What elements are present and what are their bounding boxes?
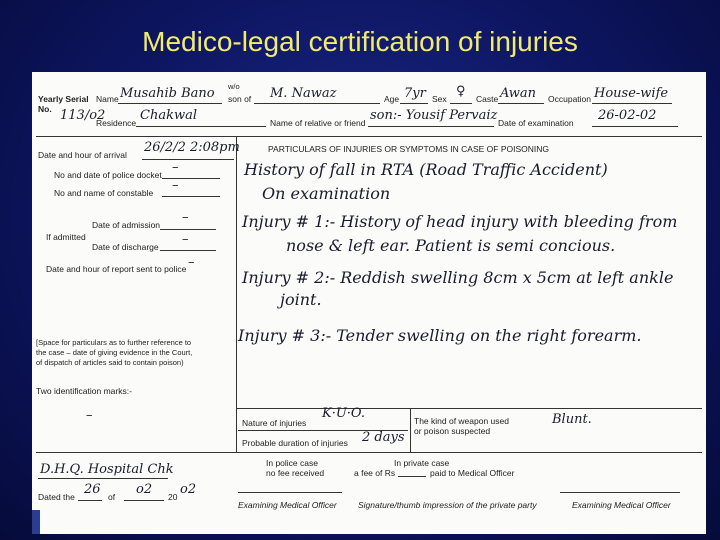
injury-2-line-2: joint.	[280, 290, 322, 309]
wo-mark: w/o	[228, 82, 240, 91]
label-name: Name	[96, 94, 119, 104]
label-police-docket: No and date of police docket	[54, 170, 162, 180]
age-line	[400, 103, 428, 104]
label-date-admission: Date of admission	[92, 220, 161, 230]
label-arrival: Date and hour of arrival	[38, 150, 127, 160]
corner-decoration	[32, 510, 40, 534]
signature-line-left	[238, 492, 342, 493]
label-kind-of-weapon-2: or poison suspected	[414, 426, 491, 436]
date-of-exam-line	[592, 126, 678, 127]
label-police-case-1: In police case	[266, 458, 318, 468]
label-relative: Name of relative or friend	[270, 118, 366, 128]
space-note-line-1: [Space for particulars as to further reference to	[36, 338, 192, 347]
label-yearly-serial: Yearly Serial	[38, 94, 89, 104]
police-docket-line	[162, 178, 220, 179]
label-no: No.	[38, 104, 52, 114]
label-id-marks: Two identification marks:-	[36, 386, 132, 396]
label-dated-the: Dated the	[38, 492, 75, 502]
name-line	[118, 103, 222, 104]
relative-line	[368, 126, 494, 127]
dated-month-value: o2	[136, 482, 153, 497]
injury-1-line-2: nose & left ear. Patient is semi concious.	[286, 236, 616, 255]
age-value: 7yr	[404, 86, 426, 101]
column-divider	[236, 136, 237, 452]
label-date-discharge: Date of discharge	[92, 242, 159, 252]
date-discharge-value: –	[182, 232, 189, 247]
label-kind-of-weapon-1: The kind of weapon used	[414, 416, 509, 426]
label-constable: No and name of constable	[54, 188, 154, 198]
arrival-value: 26/2/2 2:08pm	[144, 140, 240, 155]
label-caste: Caste	[476, 94, 499, 104]
fee-line	[398, 476, 426, 477]
dated-month-line	[124, 500, 164, 501]
serial-no-value: 113/o2	[60, 108, 106, 123]
label-residence: Residence	[96, 118, 137, 128]
hospital-line	[38, 478, 168, 479]
date-admission-line	[160, 229, 216, 230]
sex-line	[450, 103, 472, 104]
probable-duration-value: 2 days	[362, 430, 405, 445]
dated-year-value: o2	[180, 482, 197, 497]
header-divider	[36, 136, 702, 137]
label-police-case-2: no fee received	[266, 468, 325, 478]
particulars-header: PARTICULARS OF INJURIES OR SYMPTOMS IN CASE OF POISONING	[268, 144, 550, 154]
date-discharge-line	[160, 250, 216, 251]
label-private-case-3: paid to Medical Officer	[430, 468, 515, 478]
footer-divider	[36, 452, 702, 453]
label-year-prefix: 20	[168, 492, 178, 502]
signature-line-right	[560, 492, 680, 493]
son-of-line	[254, 103, 380, 104]
label-private-case-2: a fee of Rs	[354, 468, 396, 478]
history-line-1: History of fall in RTA (Road Traffic Accident)	[244, 160, 608, 179]
date-admission-value: –	[182, 210, 189, 225]
date-of-exam-value: 26-02-02	[598, 108, 657, 123]
injury-3: Injury # 3:- Tender swelling on the right forearm.	[238, 326, 642, 345]
slide-title: Medico-legal certification of injuries	[142, 26, 578, 57]
nature-weapon-divider	[410, 408, 411, 452]
label-signature-private: Signature/thumb impression of the private party	[358, 500, 537, 510]
label-examining-mo-right: Examining Medical Officer	[572, 500, 671, 510]
injury-1-line-1: Injury # 1:- History of head injury with bleeding from	[242, 212, 678, 231]
label-if-admitted: If admitted	[46, 232, 86, 242]
label-report-sent: Date and hour of report sent to police	[46, 264, 187, 274]
label-private-case-1: In private case	[394, 458, 450, 468]
caste-value: Awan	[500, 86, 537, 101]
caste-line	[498, 103, 544, 104]
dated-day-value: 26	[84, 482, 101, 497]
dated-day-line	[78, 500, 102, 501]
occupation-value: House-wife	[594, 86, 669, 101]
label-son-of: son of	[228, 94, 252, 104]
space-note-line-2: the case – date of giving evidence in the Court,	[36, 348, 193, 357]
label-occupation: Occupation	[548, 94, 591, 104]
label-probable-duration: Probable duration of injuries	[242, 438, 348, 448]
label-age: Age	[384, 94, 400, 104]
father-name-value: M. Nawaz	[270, 86, 337, 101]
constable-line	[162, 196, 220, 197]
medico-legal-form	[32, 72, 706, 534]
id-mark-value: –	[86, 408, 93, 423]
label-nature-of-injuries: Nature of injuries	[242, 418, 307, 428]
patient-name-value: Musahib Bano	[120, 86, 215, 101]
report-sent-value: –	[188, 255, 195, 270]
weapon-value: Blunt.	[552, 412, 592, 427]
hospital-value: D.H.Q. Hospital Chk	[40, 462, 174, 477]
label-date-of-exam: Date of examination	[498, 118, 574, 128]
arrival-line	[142, 159, 234, 160]
nature-of-injuries-value: K·U·O.	[322, 406, 365, 421]
space-note-line-3: of dispatch of articles said to contain poison)	[36, 358, 184, 367]
occupation-line	[592, 103, 672, 104]
residence-value: Chakwal	[140, 108, 197, 123]
residence-line	[136, 126, 266, 127]
nature-top-line	[236, 408, 702, 409]
label-of: of	[108, 492, 116, 502]
injury-2-line-1: Injury # 2:- Reddish swelling 8cm x 5cm at left ankle	[242, 268, 674, 287]
history-line-2: On examination	[262, 184, 391, 203]
relative-value: son:- Yousif Pervaiz	[370, 108, 498, 123]
constable-value: –	[172, 178, 179, 193]
label-examining-mo-left: Examining Medical Officer	[238, 500, 337, 510]
police-docket-value: –	[172, 160, 179, 175]
sex-value: ♀	[456, 84, 466, 99]
label-sex: Sex	[432, 94, 447, 104]
